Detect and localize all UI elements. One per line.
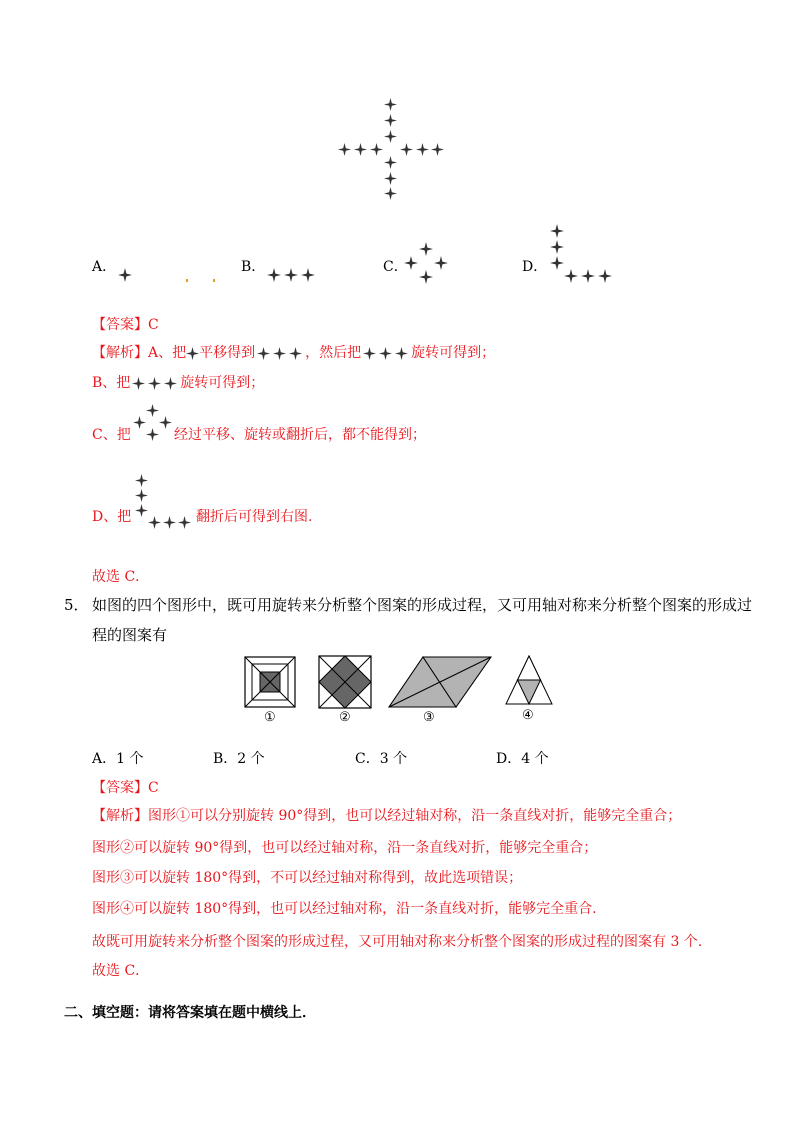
q4-option-b-label: B． <box>241 259 266 275</box>
four-point-star-icon <box>118 268 132 282</box>
four-point-star-icon <box>133 404 173 442</box>
q4-analysis-d-text-2: 翻折后可得到右图. <box>196 509 313 525</box>
q5-figure-1-label: ① <box>264 710 276 725</box>
q4-analysis-d-figure <box>133 474 193 530</box>
q5-figure-1 <box>244 656 296 714</box>
q4-option-a-label: A． <box>92 259 117 275</box>
q4-analysis-b-text-1: B、把 <box>92 375 131 391</box>
q4-option-b-figure <box>267 268 315 282</box>
q5-analysis-line-1: 【解析】图形①可以分别旋转 90°得到，也可以经过轴对称，沿一条直线对折，能够完全重合； <box>92 808 682 824</box>
q4-option-c-label: C． <box>383 259 408 275</box>
q5-analysis-line-4: 图形④可以旋转 180°得到，也可以经过轴对称，沿一条直线对折，能够完全重合. <box>92 901 597 917</box>
q5-option-d: D．4 个 <box>496 751 549 767</box>
q5-answer: 【答案】C <box>92 780 159 796</box>
four-point-star-icon <box>257 347 303 360</box>
q5-option-a: A．1 个 <box>92 751 144 767</box>
q4-option-d-label: D． <box>522 259 548 275</box>
q5-number: 5． <box>64 596 89 614</box>
four-point-star-icon <box>186 347 199 360</box>
four-point-star-icon <box>132 377 178 390</box>
q4-option-a-figure <box>118 268 132 282</box>
q4-analysis-d-text-1: D、把 <box>92 509 132 525</box>
q4-option-d-figure <box>548 224 612 284</box>
q5-figure-2 <box>318 655 372 709</box>
q4-analysis-a-text-4: 旋转可得到； <box>411 345 496 361</box>
q5-question-line-1: 如图的四个图形中，既可用旋转来分析整个图案的形成过程，又可用轴对称来分析整个图案的形成过 <box>92 596 753 614</box>
section-2-heading: 二、填空题：请将答案填在题中横线上． <box>64 1005 316 1021</box>
q4-analysis-c-figure <box>133 404 173 442</box>
q5-figure-4 <box>505 655 553 705</box>
four-point-star-icon <box>338 98 444 200</box>
q4-analysis-c-text-1: C、把 <box>92 427 131 443</box>
q4-conclusion: 故选 C． <box>92 569 150 585</box>
q4-analysis-a-text-1: 【解析】A、把 <box>92 345 187 361</box>
q5-analysis-line-6: 故选 C． <box>92 963 150 979</box>
four-point-star-icon <box>133 474 193 530</box>
q5-analysis-line-3: 图形③可以旋转 180°得到，不可以经过轴对称得到，故此选项错误； <box>92 870 523 886</box>
q5-analysis-line-5: 故既可用旋转来分析整个图案的形成过程，又可用轴对称来分析整个图案的形成过程的图案有 3 个. <box>92 934 703 950</box>
q5-option-c: C．3 个 <box>355 751 408 767</box>
q4-analysis-b <box>92 373 264 393</box>
four-point-star-icon <box>404 242 448 284</box>
stray-mark <box>213 279 215 282</box>
q4-analysis-a-text-2: 平移得到 <box>199 345 256 361</box>
four-point-star-icon <box>267 268 315 282</box>
q4-option-c-figure <box>404 242 448 284</box>
q5-figure-3-label: ③ <box>423 710 435 725</box>
q4-analysis-a <box>92 343 495 363</box>
q5-question-line-2: 程的图案有 <box>92 626 168 644</box>
q5-figure-2-label: ② <box>339 710 351 725</box>
q4-main-figure <box>338 98 444 200</box>
q4-analysis-c-text-2: 经过平移、旋转或翻折后，都不能得到； <box>174 427 426 443</box>
four-point-star-icon <box>363 347 409 360</box>
q5-analysis-line-2: 图形②可以旋转 90°得到，也可以经过轴对称，沿一条直线对折，能够完全重合； <box>92 840 598 856</box>
stray-mark <box>186 279 188 282</box>
q5-option-b: B．2 个 <box>213 751 265 767</box>
four-point-star-icon <box>548 224 612 284</box>
q5-figure-3 <box>388 656 492 708</box>
q4-answer: 【答案】C <box>92 317 159 333</box>
q4-analysis-a-text-3: ，然后把 <box>305 345 362 361</box>
q5-figure-4-label: ④ <box>522 708 534 723</box>
q4-analysis-b-text-2: 旋转可得到； <box>180 375 265 391</box>
